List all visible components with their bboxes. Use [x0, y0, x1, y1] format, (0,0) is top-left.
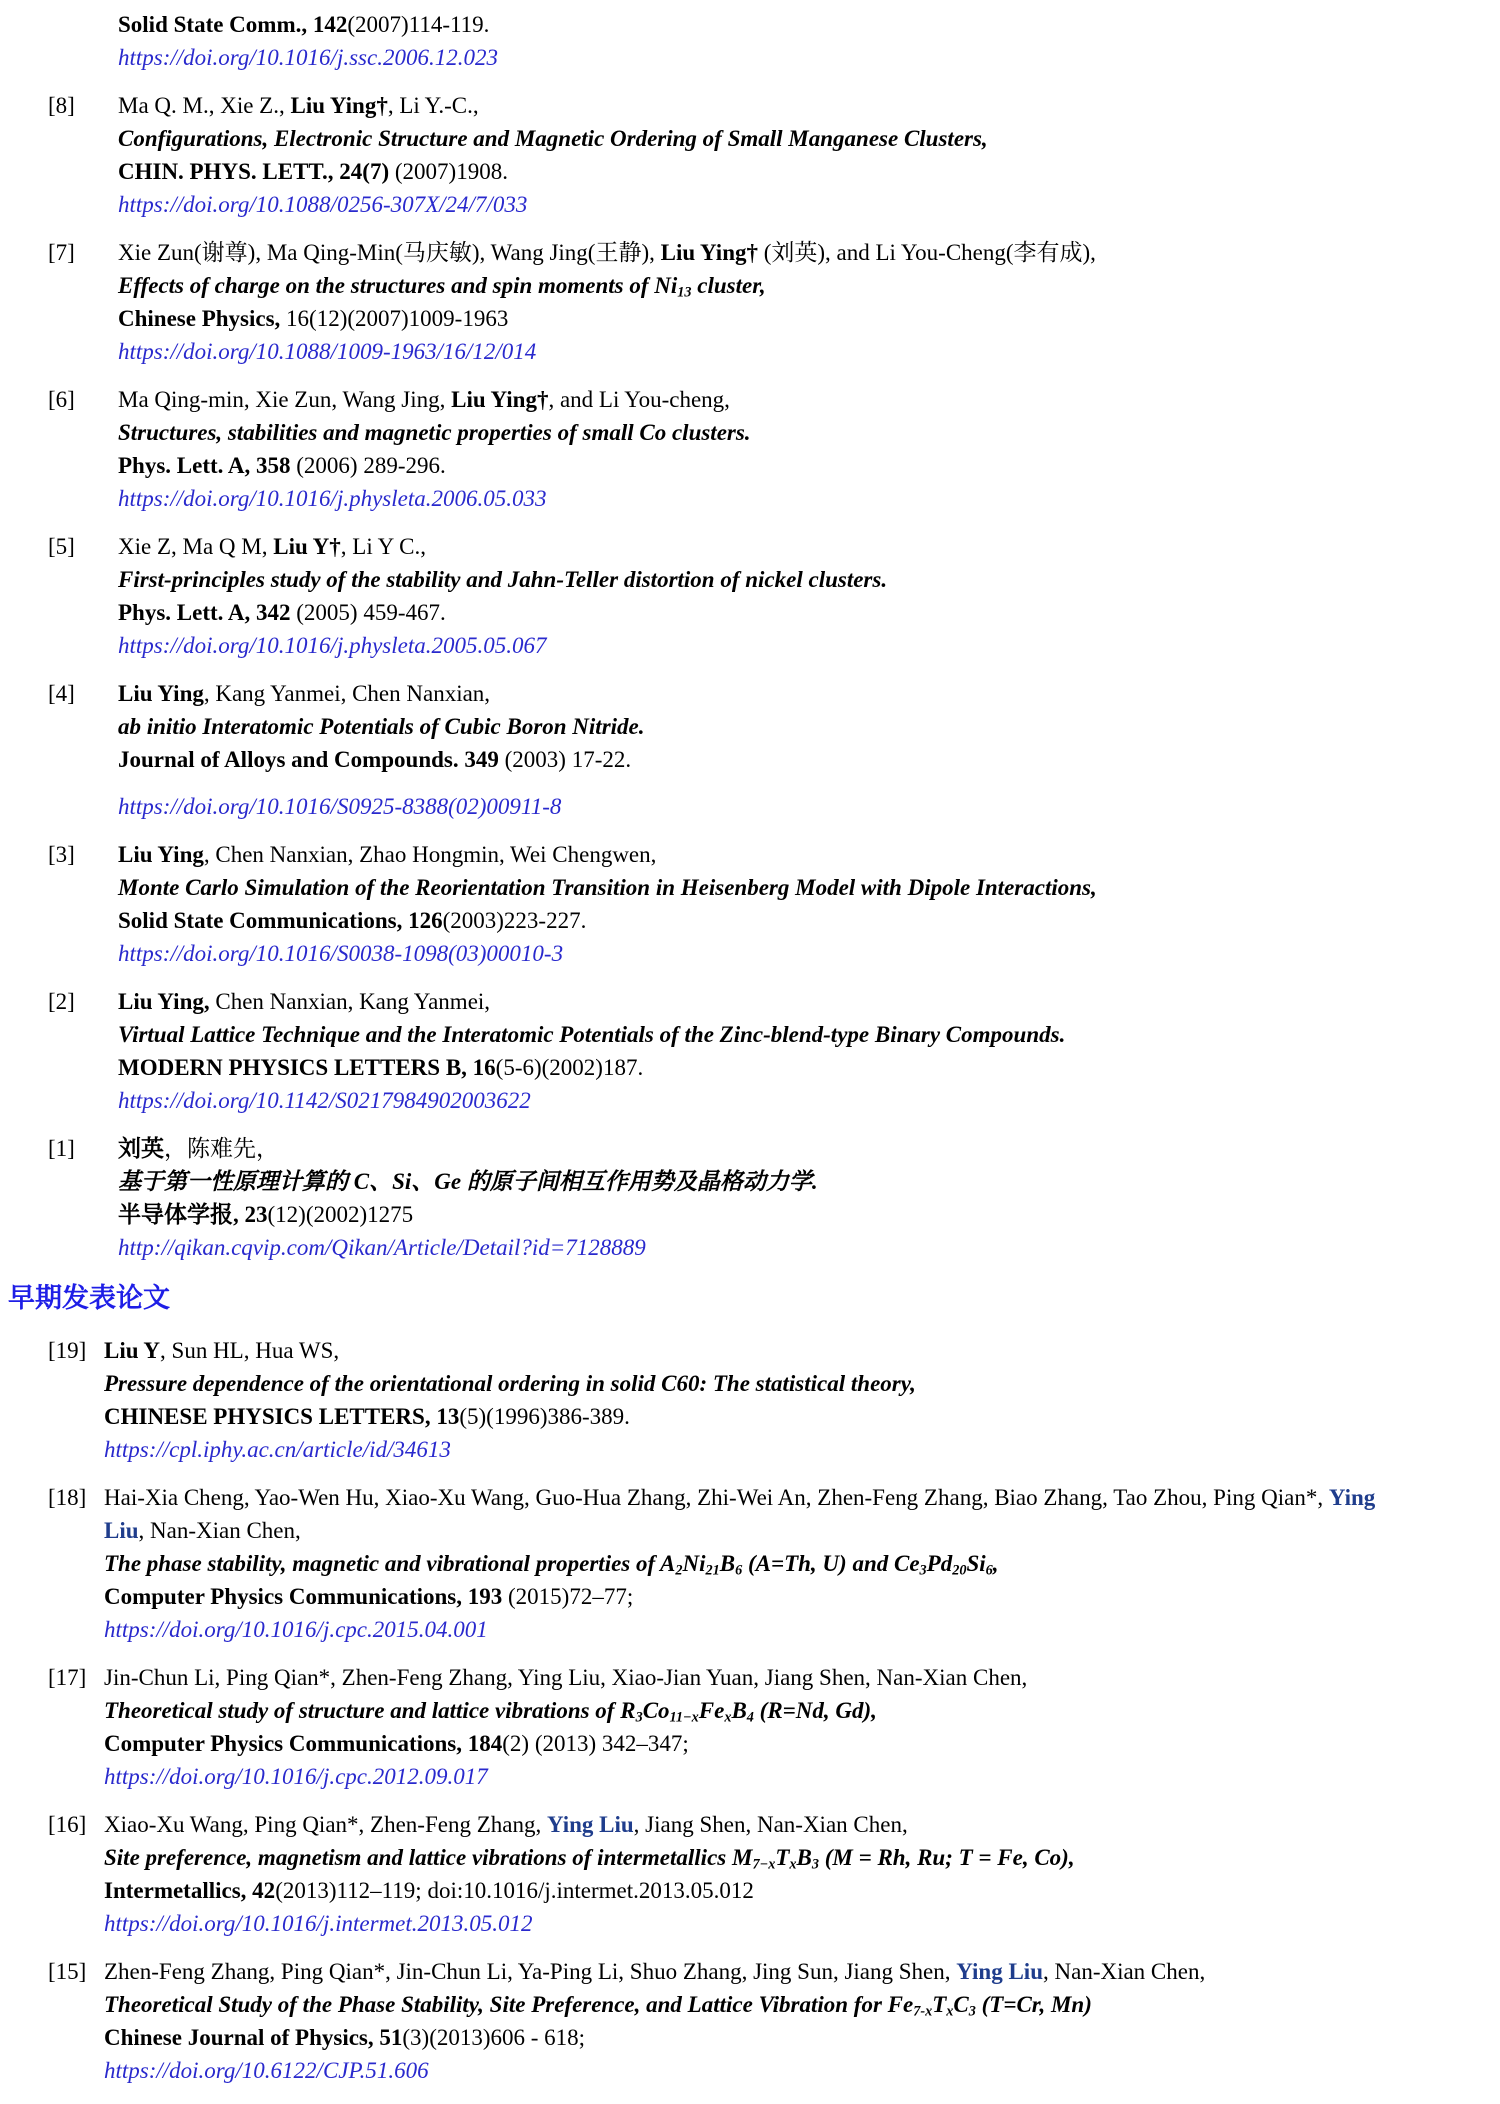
link-line: [118, 1231, 1490, 1264]
text-segment: Zhen-Feng Zhang, Ping Qian*, Jin-Chun Li, Ya-Ping Li, Shuo Zhang, Jing Sun, Jiang Shen,: [104, 1959, 957, 1984]
reference-body: [104, 1481, 1490, 1646]
text-segment: (2005) 459-467.: [290, 600, 446, 625]
reference-entry: [48, 1334, 1490, 1466]
text-segment: 半导体学报, 23: [118, 1202, 268, 1227]
authors-line: [118, 985, 1490, 1018]
title-line: [118, 710, 1490, 743]
reference-entry: [48, 530, 1490, 662]
text-segment: , Li Y.-C.,: [387, 93, 479, 118]
text-segment: Xie Z, Ma Q M,: [118, 534, 274, 559]
text-segment: x: [724, 1709, 732, 1726]
reference-body: [118, 383, 1490, 515]
authors-line: [118, 89, 1490, 122]
text-segment: , and Li You-cheng,: [548, 387, 730, 412]
authors-line: [104, 1808, 1490, 1841]
text-segment: Computer Physics Communications, 193: [104, 1584, 503, 1609]
text-segment: CHINESE PHYSICS LETTERS, 13: [104, 1404, 460, 1429]
authors-line: [118, 677, 1490, 710]
text-segment: T: [775, 1845, 790, 1870]
journal-line: [104, 1400, 1490, 1433]
link-line: [118, 188, 1490, 221]
link-line: [104, 2054, 1490, 2087]
reference-body: [118, 89, 1490, 221]
text-segment: Journal of Alloys and Compounds. 349: [118, 747, 499, 772]
text-segment: 3: [811, 1856, 819, 1873]
doi-link[interactable]: https://doi.org/10.1142/S0217984902003622: [118, 1088, 531, 1113]
text-segment: (T=Cr, Mn): [975, 1992, 1092, 2017]
highlighted-author-name: Ying Liu: [956, 1959, 1043, 1984]
text-segment: x: [946, 2003, 954, 2020]
text-segment: MODERN PHYSICS LETTERS B, 16: [118, 1055, 496, 1080]
reference-entry: [48, 1132, 1490, 1264]
title-line: [104, 1988, 1490, 2021]
text-segment: , Li Y C.,: [340, 534, 426, 559]
reference-body: [118, 236, 1490, 368]
text-segment: Liu Ying,: [118, 989, 210, 1014]
text-segment: Virtual Lattice Technique and the Interatomic Potentials of the Zinc-blend-type Binary Compounds.: [118, 1022, 1066, 1047]
text-segment: Liu Y†: [273, 534, 341, 559]
title-line: [118, 563, 1490, 596]
reference-body: [104, 1661, 1490, 1793]
link-line: [118, 1084, 1490, 1117]
partial-reference-continuation: [48, 8, 1490, 74]
text-segment: Theoretical study of structure and lattice vibrations of R: [104, 1698, 636, 1723]
text-segment: First-principles study of the stability and Jahn-Teller distortion of nickel clusters.: [118, 567, 888, 592]
text-segment: Hai-Xia Cheng, Yao-Wen Hu, Xiao-Xu Wang, Guo-Hua Zhang, Zhi-Wei An, Zhen-Feng Zhang, Biao Zhang, Tao Zhou, Ping Qian*,: [104, 1485, 1329, 1510]
text-segment: Structures, stabilities and magnetic properties of small Co clusters.: [118, 420, 751, 445]
reference-number: [1]: [48, 1136, 75, 1161]
doi-link[interactable]: https://doi.org/10.1088/1009-1963/16/12/014: [118, 339, 537, 364]
reference-entry: [48, 1808, 1490, 1940]
link-line: [118, 629, 1490, 662]
text-segment: Liu Ying†: [290, 93, 388, 118]
text-segment: ，陈难先，: [164, 1136, 279, 1161]
text-segment: (2003) 17-22.: [498, 747, 632, 772]
title-line: [118, 1018, 1490, 1051]
doi-link[interactable]: https://doi.org/10.1016/S0038-1098(03)00010-3: [118, 941, 564, 966]
reference-body: [104, 1808, 1490, 1940]
link-line: [118, 790, 1490, 823]
journal-line: [118, 1051, 1490, 1084]
journal-line: [118, 743, 1490, 776]
text-segment: cluster,: [691, 273, 766, 298]
text-segment: Liu Y: [104, 1338, 161, 1363]
authors-line: [118, 236, 1490, 269]
text-segment: Xie Zun(谢尊), Ma Qing-Min(马庆敏), Wang Jing(王静),: [118, 240, 661, 265]
reference-entry: [48, 1481, 1490, 1646]
reference-body: [118, 838, 1490, 970]
text-segment: (R=Nd, Gd),: [753, 1698, 877, 1723]
early-papers-heading: 早期发表论文: [8, 1283, 170, 1313]
text-segment: ,: [992, 1551, 999, 1576]
reference-entry: [48, 838, 1490, 970]
text-segment: (2013)112–119; doi:10.1016/j.intermet.2013.05.012: [275, 1878, 754, 1903]
text-segment: Pd: [926, 1551, 953, 1576]
text-segment: B: [796, 1845, 812, 1870]
journal-line: [118, 1198, 1490, 1231]
doi-link[interactable]: https://cpl.iphy.ac.cn/article/id/34613: [104, 1437, 451, 1462]
journal-line: [118, 596, 1490, 629]
authors-line: [104, 1481, 1490, 1514]
doi-link[interactable]: https://doi.org/10.1016/j.ssc.2006.12.023: [118, 45, 498, 70]
text-segment: Chinese Physics,: [118, 306, 281, 331]
text-segment: Theoretical Study of the Phase Stability, Site Preference, and Lattice Vibration for Fe: [104, 1992, 914, 2017]
title-line: [118, 416, 1490, 449]
text-segment: Effects of charge on the structures and spin moments of Ni: [118, 273, 678, 298]
reference-list-early: [48, 1334, 1490, 2087]
text-segment: (3)(2013)606 - 618;: [402, 2025, 586, 2050]
reference-number: [4]: [48, 681, 75, 706]
title-line: [104, 1841, 1490, 1874]
text-segment: Solid State Communications, 126: [118, 908, 443, 933]
reference-body: [118, 985, 1490, 1117]
text-segment: 刘英: [118, 1136, 164, 1161]
reference-number: [7]: [48, 240, 75, 265]
journal-line: [118, 449, 1490, 482]
text-segment: 6: [985, 1562, 993, 1579]
text-segment: (5)(1996)386-389.: [459, 1404, 630, 1429]
text-segment: 16(12)(2007)1009-1963: [280, 306, 509, 331]
journal-line: [118, 904, 1490, 937]
text-segment: 4: [746, 1709, 754, 1726]
text-segment: 20: [952, 1562, 967, 1579]
text-segment: 基于第一性原理计算的 C、Si、Ge 的原子间相互作用势及晶格动力学.: [118, 1169, 818, 1194]
text-segment: 7−x: [752, 1856, 776, 1873]
title-line: [104, 1547, 1490, 1580]
reference-body: [104, 1334, 1490, 1466]
text-segment: CHIN. PHYS. LETT., 24(7): [118, 159, 390, 184]
text-segment: Phys. Lett. A, 358: [118, 453, 291, 478]
journal-line: [104, 2021, 1490, 2054]
reference-body: [118, 8, 1490, 74]
text-segment: 3: [635, 1709, 643, 1726]
link-line: [118, 937, 1490, 970]
text-segment: , Nan-Xian Chen,: [1043, 1959, 1206, 1984]
text-segment: (2007)114-119.: [347, 12, 490, 37]
text-segment: Liu Ying†: [660, 240, 758, 265]
text-segment: Si: [966, 1551, 986, 1576]
reference-entry: [48, 1955, 1490, 2087]
reference-body: [118, 677, 1490, 823]
link-line: [118, 482, 1490, 515]
authors-line: [104, 1661, 1490, 1694]
text-segment: B: [719, 1551, 736, 1576]
reference-entry: [48, 89, 1490, 221]
text-segment: , Nan-Xian Chen,: [138, 1518, 301, 1543]
doi-link[interactable]: http://qikan.cqvip.com/Qikan/Article/Detail?id=7128889: [118, 1235, 646, 1260]
text-segment: Monte Carlo Simulation of the Reorientation Transition in Heisenberg Model with Dipole Interactions,: [118, 875, 1097, 900]
text-segment: Phys. Lett. A, 342: [118, 600, 291, 625]
reference-entry: [48, 236, 1490, 368]
doi-link[interactable]: https://doi.org/10.1016/S0925-8388(02)00911-8: [118, 794, 562, 819]
text-segment: C: [953, 1992, 969, 2017]
journal-line: [104, 1727, 1490, 1760]
text-segment: Ni: [682, 1551, 706, 1576]
text-segment: The phase stability, magnetic and vibrational properties of A: [104, 1551, 676, 1576]
text-segment: Liu Ying: [118, 681, 204, 706]
text-segment: Site preference, magnetism and lattice vibrations of intermetallics M: [104, 1845, 753, 1870]
authors-line: [104, 1514, 1490, 1547]
highlighted-author-name: Liu: [104, 1518, 139, 1543]
reference-entry: [48, 677, 1490, 823]
reference-number: [17]: [48, 1665, 87, 1690]
title-line: [118, 269, 1490, 302]
text-segment: Solid State Comm., 142: [118, 12, 348, 37]
doi-link[interactable]: https://doi.org/10.1088/0256-307X/24/7/033: [118, 192, 528, 217]
text-segment: (刘英), and Li You-Cheng(李有成),: [757, 240, 1096, 265]
title-line: [104, 1367, 1490, 1400]
authors-line: [118, 383, 1490, 416]
doi-link[interactable]: https://doi.org/10.1016/j.cpc.2015.04.001: [104, 1617, 488, 1642]
text-segment: Pressure dependence of the orientational ordering in solid C60: The statistical theory,: [104, 1371, 916, 1396]
text-segment: (M = Rh, Ru; T = Fe, Co),: [818, 1845, 1075, 1870]
reference-body: [104, 1955, 1490, 2087]
text-segment: Computer Physics Communications, 184: [104, 1731, 503, 1756]
text-segment: 6: [735, 1562, 743, 1579]
reference-entry: [48, 383, 1490, 515]
doi-link[interactable]: https://doi.org/10.1016/j.physleta.2006.05.033: [118, 486, 547, 511]
link-line: [118, 41, 1490, 74]
title-line: [118, 1165, 1490, 1198]
text-segment: , Chen Nanxian, Zhao Hongmin, Wei Chengwen,: [203, 842, 657, 867]
text-segment: (A=Th, U) and Ce: [742, 1551, 920, 1576]
title-line: [118, 122, 1490, 155]
text-segment: Ma Q. M., Xie Z.,: [118, 93, 291, 118]
text-segment: Xiao-Xu Wang, Ping Qian*, Zhen-Feng Zhang,: [104, 1812, 547, 1837]
title-line: [118, 871, 1490, 904]
text-segment: 13: [677, 284, 692, 301]
reference-entry: [48, 1661, 1490, 1793]
text-segment: (2015)72–77;: [502, 1584, 634, 1609]
text-segment: Fe: [698, 1698, 725, 1723]
reference-number: [8]: [48, 93, 75, 118]
highlighted-author-name: Ying Liu: [546, 1812, 634, 1837]
text-segment: 7-x: [913, 2003, 933, 2020]
text-segment: Chinese Journal of Physics, 51: [104, 2025, 403, 2050]
text-segment: 21: [705, 1562, 720, 1579]
text-segment: Jin-Chun Li, Ping Qian*, Zhen-Feng Zhang, Ying Liu, Xiao-Jian Yuan, Jiang Shen, Nan-Xian Chen,: [104, 1665, 1028, 1690]
text-segment: Intermetallics, 42: [104, 1878, 276, 1903]
text-segment: Ma Qing-min, Xie Zun, Wang Jing,: [118, 387, 452, 412]
link-line: [104, 1433, 1490, 1466]
journal-line: [118, 155, 1490, 188]
reference-body: [118, 530, 1490, 662]
text-segment: (2003)223-227.: [442, 908, 587, 933]
text-segment: (2) (2013) 342–347;: [502, 1731, 689, 1756]
reference-number: [16]: [48, 1812, 87, 1837]
doi-link[interactable]: https://doi.org/10.6122/CJP.51.606: [104, 2058, 429, 2083]
authors-line: [118, 1132, 1490, 1165]
text-segment: Co: [642, 1698, 670, 1723]
link-line: [104, 1613, 1490, 1646]
text-segment: Liu Ying: [118, 842, 204, 867]
text-segment: , Kang Yanmei, Chen Nanxian,: [203, 681, 491, 706]
journal-line: [118, 302, 1490, 335]
reference-number: [18]: [48, 1485, 87, 1510]
link-line: [104, 1907, 1490, 1940]
doi-link[interactable]: https://doi.org/10.1016/j.cpc.2012.09.017: [104, 1764, 488, 1789]
reference-body: [118, 1132, 1490, 1264]
text-segment: Chen Nanxian, Kang Yanmei,: [209, 989, 491, 1014]
authors-line: [104, 1334, 1490, 1367]
text-segment: 2: [675, 1562, 683, 1579]
text-segment: (2007)1908.: [389, 159, 508, 184]
text-segment: Liu Ying†: [451, 387, 549, 412]
text-segment: (2006) 289-296.: [290, 453, 446, 478]
doi-link[interactable]: https://doi.org/10.1016/j.physleta.2005.05.067: [118, 633, 547, 658]
text-segment: 11−x: [669, 1709, 699, 1726]
reference-number: [6]: [48, 387, 75, 412]
reference-number: [3]: [48, 842, 75, 867]
text-segment: , Sun HL, Hua WS,: [160, 1338, 340, 1363]
reference-list-recent: [48, 89, 1490, 1264]
authors-line: [104, 1955, 1490, 1988]
text-segment: ab initio Interatomic Potentials of Cubic Boron Nitride.: [118, 714, 645, 739]
reference-entry: [48, 985, 1490, 1117]
link-line: [104, 1760, 1490, 1793]
reference-number: [2]: [48, 989, 75, 1014]
highlighted-author-name: Ying: [1328, 1485, 1376, 1510]
journal-line: [104, 1874, 1490, 1907]
line-spacer: [118, 776, 1490, 790]
text-segment: (12)(2002)1275: [267, 1202, 414, 1227]
text-segment: T: [932, 1992, 947, 2017]
journal-line: [118, 8, 1490, 41]
journal-line: [104, 1580, 1490, 1613]
reference-number: [19]: [48, 1338, 87, 1363]
text-segment: 3: [919, 1562, 927, 1579]
text-segment: (5-6)(2002)187.: [495, 1055, 644, 1080]
text-segment: Configurations, Electronic Structure and Magnetic Ordering of Small Manganese Clusters,: [118, 126, 988, 151]
text-segment: 3: [968, 2003, 976, 2020]
link-line: [118, 335, 1490, 368]
reference-number: [5]: [48, 534, 75, 559]
authors-line: [118, 838, 1490, 871]
title-line: [104, 1694, 1490, 1727]
text-segment: x: [789, 1856, 797, 1873]
authors-line: [118, 530, 1490, 563]
reference-number: [15]: [48, 1959, 87, 1984]
doi-link[interactable]: https://doi.org/10.1016/j.intermet.2013.05.012: [104, 1911, 533, 1936]
text-segment: , Jiang Shen, Nan-Xian Chen,: [633, 1812, 908, 1837]
text-segment: B: [731, 1698, 747, 1723]
